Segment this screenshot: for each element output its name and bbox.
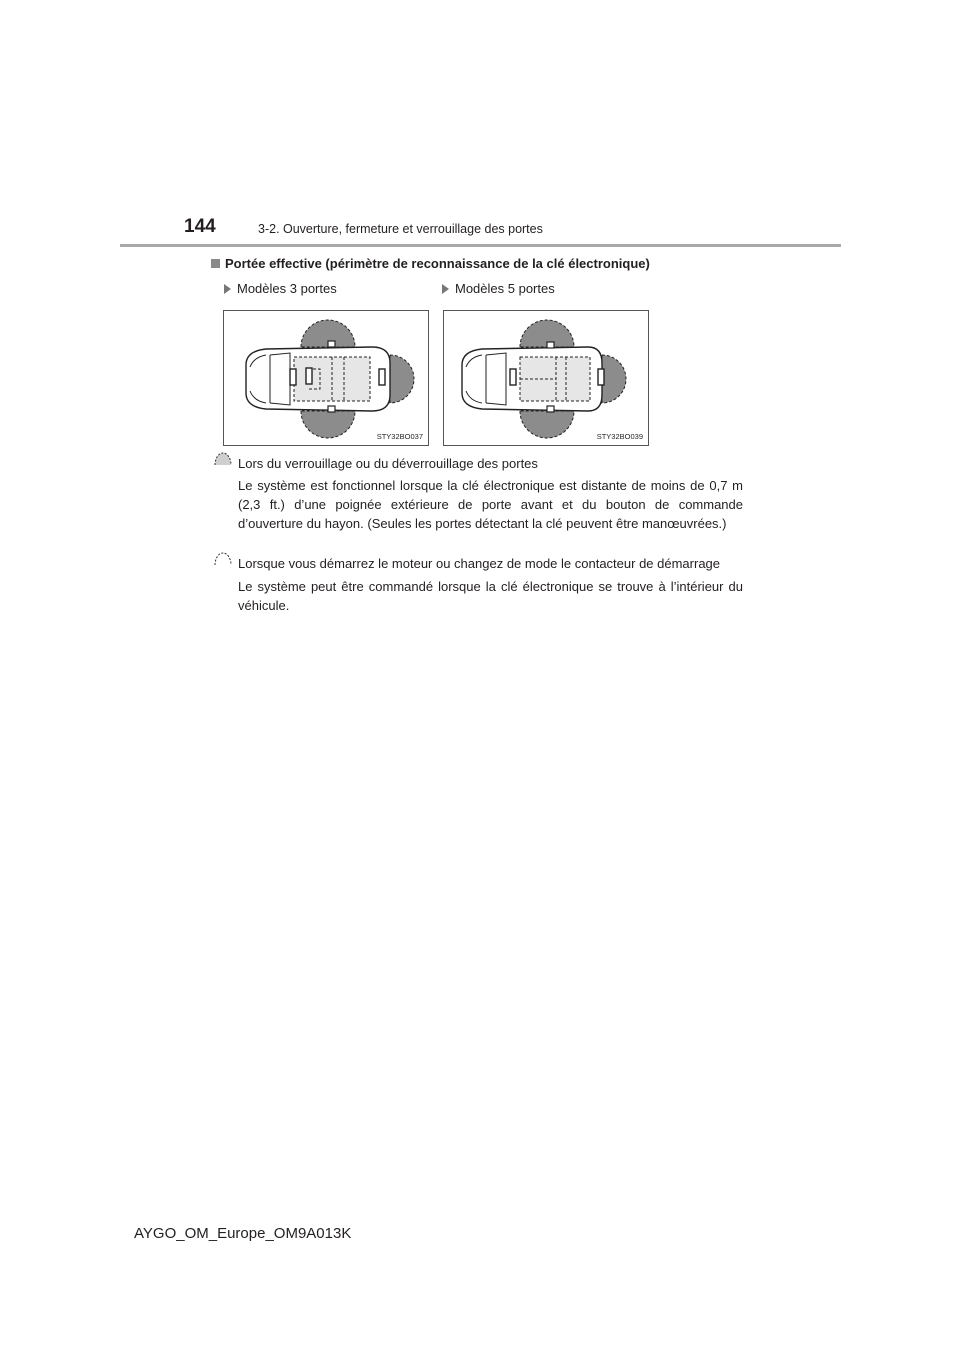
subheading-text: Portée effective (périmètre de reconnaissance de la clé électronique): [225, 256, 650, 271]
figure-code: STY32BO039: [596, 432, 643, 441]
subheading: [211, 256, 650, 271]
range-interior-icon: [214, 552, 232, 566]
triangle-arrow-icon: [224, 284, 231, 294]
figure-code: STY32BO037: [376, 432, 423, 441]
section-title: 3-2. Ouverture, fermeture et verrouillage des portes: [258, 222, 543, 236]
footer-doc-id: AYGO_OM_Europe_OM9A013K: [134, 1225, 352, 1242]
range-shading-icon: [214, 452, 232, 466]
header-rule: [120, 244, 841, 247]
figure-label-text: Modèles 5 portes: [455, 281, 555, 296]
figure-3-doors: [223, 310, 429, 446]
item-title-locking: Lors du verrouillage ou du déverrouillage des portes: [238, 456, 538, 471]
figure-label-text: Modèles 3 portes: [237, 281, 337, 296]
square-bullet-icon: [211, 259, 220, 268]
triangle-arrow-icon: [442, 284, 449, 294]
car-range-diagram-5-doors: [444, 311, 650, 447]
figure-5-doors: [443, 310, 649, 446]
page-number: 144: [184, 216, 216, 237]
figure-label-5-doors: [442, 281, 555, 296]
figure-label-3-doors: [224, 281, 337, 296]
item-title-starting: Lorsque vous démarrez le moteur ou changez de mode le contacteur de démarrage: [238, 556, 721, 571]
item-body-locking: Le système est fonctionnel lorsque la clé électronique est distante de moins de 0,7 m (2,3 ft.) d’une poignée extérieure de porte avant et du bouton de commande d’ouverture du hayon. (Seules les portes détectant la clé peuvent être manœuvrées.): [238, 478, 743, 531]
car-range-diagram-3-doors: [224, 311, 430, 447]
item-body-starting: Le système peut être commandé lorsque la clé électronique se trouve à l’intérieur du véhicule.: [238, 579, 743, 613]
